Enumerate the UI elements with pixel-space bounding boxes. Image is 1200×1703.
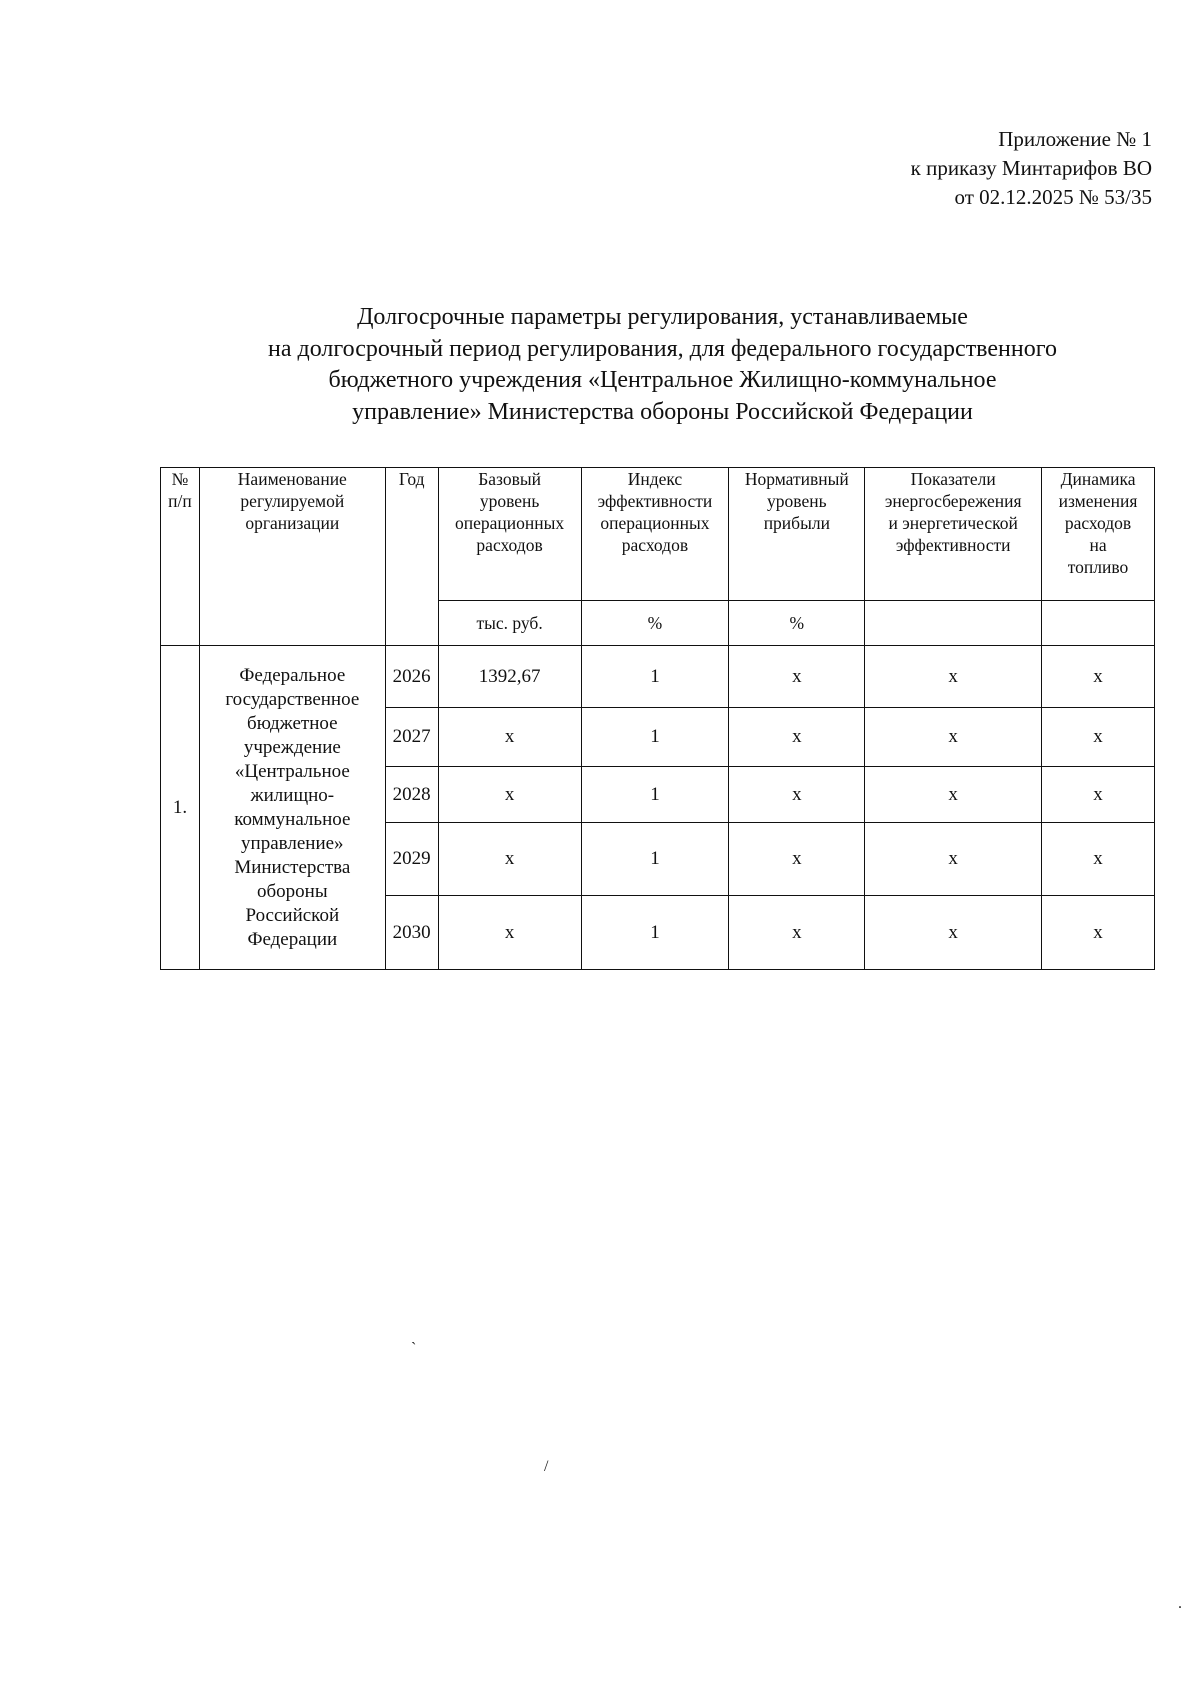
cell-year: 2027 (385, 708, 438, 767)
cell-profit: x (729, 823, 865, 896)
cell-year: 2029 (385, 823, 438, 896)
header-fuel-dynamics (1042, 468, 1155, 601)
header-text: № (171, 469, 189, 489)
header-text: Базовый (478, 469, 541, 489)
header-text: прибыли (763, 513, 830, 533)
table-row (161, 646, 1155, 708)
cell-index: 1 (581, 708, 729, 767)
header-number (161, 468, 200, 646)
header-text: уровень (767, 491, 827, 511)
header-base-level (438, 468, 581, 601)
org-name (199, 646, 385, 970)
org-name-line: Федерации (247, 928, 338, 950)
unit-index: % (581, 601, 729, 646)
header-text: расходов (621, 535, 689, 555)
header-text: на (1089, 535, 1107, 555)
header-energy-indicators (865, 468, 1042, 601)
header-text: Индекс (627, 469, 683, 489)
cell-fuel: x (1042, 646, 1155, 708)
cell-profit: x (729, 896, 865, 970)
org-name-line: коммунальное (234, 808, 351, 830)
cell-fuel: x (1042, 896, 1155, 970)
cell-base: x (438, 708, 581, 767)
org-name-line: «Центральное (234, 760, 350, 782)
cell-fuel: x (1042, 767, 1155, 823)
org-name-line: государственное (225, 688, 360, 710)
header-text: топливо (1067, 557, 1129, 577)
cell-base: x (438, 823, 581, 896)
header-text: уровень (479, 491, 540, 511)
cell-index: 1 (581, 823, 729, 896)
cell-energy: x (865, 708, 1042, 767)
header-profit-level (729, 468, 865, 601)
unit-fuel (1042, 601, 1155, 646)
cell-profit: x (729, 708, 865, 767)
cell-index: 1 (581, 896, 729, 970)
title-line-1: Долгосрочные параметры регулирования, устанавливаемые (357, 304, 968, 330)
header-org-name (199, 468, 385, 646)
header-text: расходов (476, 535, 543, 555)
cell-base: 1392,67 (438, 646, 581, 708)
org-name-line: жилищно- (250, 784, 335, 806)
appendix-header (911, 125, 1152, 212)
cell-base: x (438, 767, 581, 823)
cell-energy: x (865, 823, 1042, 896)
header-text: Показатели (910, 469, 996, 489)
cell-energy: x (865, 646, 1042, 708)
org-name-line: обороны (257, 880, 328, 902)
scan-speck: / (544, 1458, 549, 1475)
unit-base: тыс. руб. (438, 601, 581, 646)
cell-year: 2030 (385, 896, 438, 970)
header-text: операционных (600, 513, 710, 533)
header-text: организации (245, 513, 340, 533)
org-name-line: бюджетное (247, 712, 338, 734)
org-name-line: Министерства (234, 856, 351, 878)
appendix-line-3: от 02.12.2025 № 53/35 (954, 185, 1152, 209)
unit-profit: % (729, 601, 865, 646)
header-text: регулируемой (240, 491, 345, 511)
row-number: 1. (161, 646, 200, 970)
header-row (161, 468, 1155, 601)
appendix-line-1: Приложение № 1 (998, 127, 1152, 151)
header-text: операционных (455, 513, 565, 533)
document-title (160, 302, 1165, 428)
header-text: энергосбережения (884, 491, 1022, 511)
cell-profit: x (729, 767, 865, 823)
cell-index: 1 (581, 767, 729, 823)
cell-energy: x (865, 896, 1042, 970)
header-text: эффективности (597, 491, 713, 511)
cell-index: 1 (581, 646, 729, 708)
scan-speck: ` (411, 1340, 417, 1357)
header-year: Год (385, 468, 438, 646)
cell-year: 2026 (385, 646, 438, 708)
header-text: изменения (1058, 491, 1138, 511)
org-name-line: управление» (241, 832, 344, 854)
cell-fuel: x (1042, 823, 1155, 896)
cell-profit: x (729, 646, 865, 708)
title-line-2: на долгосрочный период регулирования, для федерального государственного (268, 335, 1057, 362)
unit-energy (865, 601, 1042, 646)
org-name-line: Федеральное (239, 664, 346, 686)
header-text: п/п (168, 491, 192, 511)
org-name-line: Российской (245, 904, 340, 926)
scan-speck: . (1178, 1595, 1182, 1612)
cell-base: x (438, 896, 581, 970)
header-text: Динамика (1060, 469, 1136, 489)
cell-year: 2028 (385, 767, 438, 823)
header-text: Наименование (237, 469, 347, 489)
org-name-line: учреждение (243, 736, 341, 758)
cell-fuel: x (1042, 708, 1155, 767)
header-text: и энергетической (888, 513, 1018, 533)
title-line-4: управление» Министерства обороны Российской Федерации (352, 398, 973, 425)
appendix-line-2: к приказу Минтарифов ВО (910, 156, 1152, 180)
header-text: расходов (1064, 513, 1132, 533)
cell-energy: x (865, 767, 1042, 823)
header-efficiency-index (581, 468, 729, 601)
header-text: эффективности (895, 535, 1011, 555)
header-text: Нормативный (744, 469, 849, 489)
parameters-table (160, 467, 1155, 970)
title-line-3: бюджетного учреждения «Центральное Жилищно-коммунальное (328, 367, 997, 393)
